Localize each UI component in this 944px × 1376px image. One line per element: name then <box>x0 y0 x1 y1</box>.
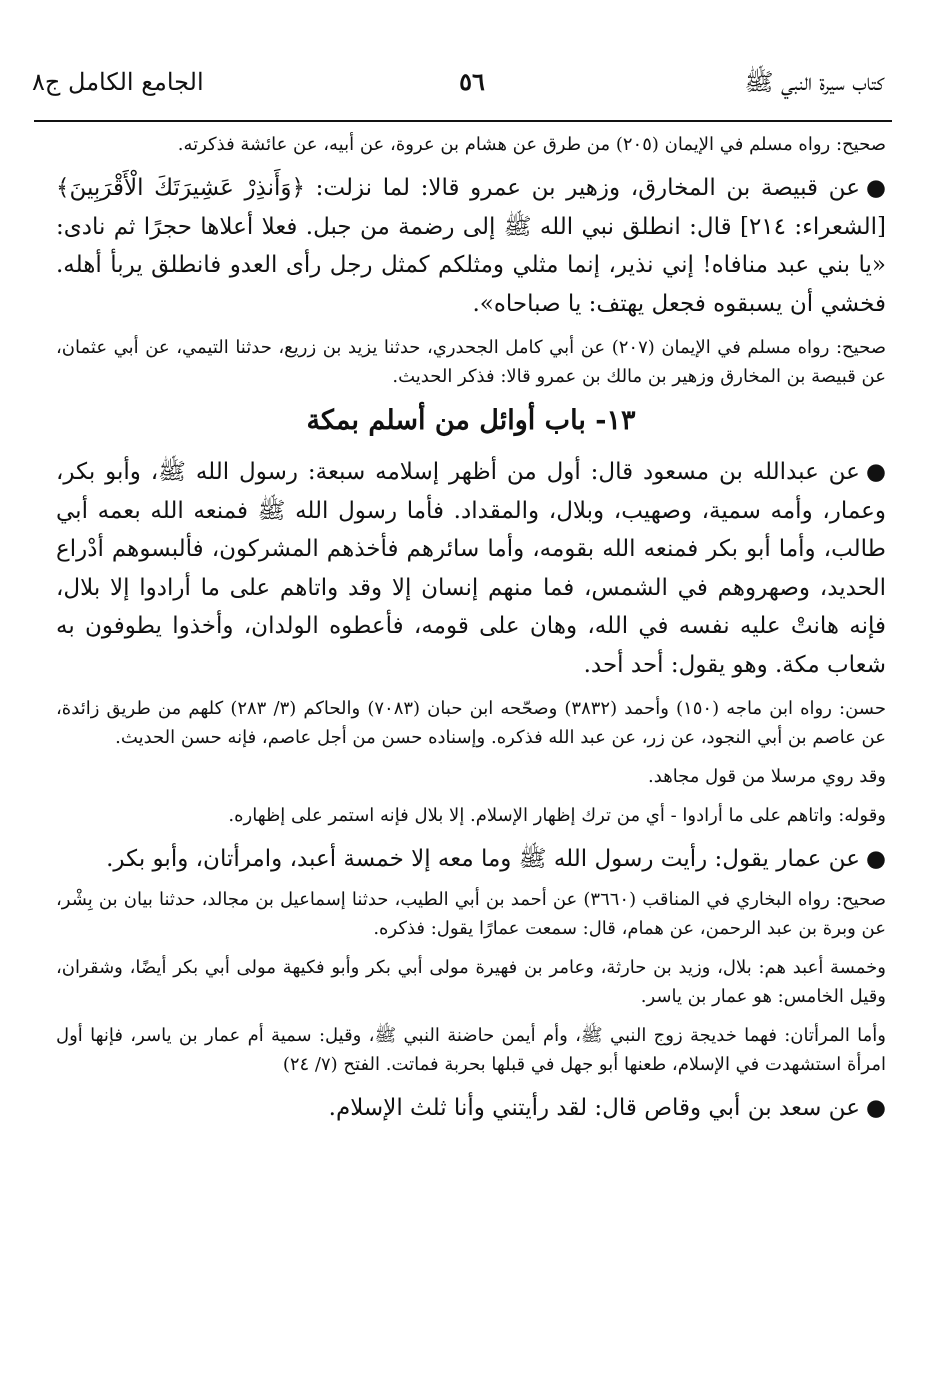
hadith-paragraph <box>56 1089 886 1128</box>
running-header-book-title: كتاب سيرة النبي ﷺ <box>744 68 884 96</box>
hadith-grading-note: صحيح: رواه مسلم في الإيمان (٢٠٧) عن أبي كامل الجحدري، حدثنا يزيد بن زريع، حدثنا التيمي، عن أبي عثمان، عن قبيصة بن المخارق وزهير بن مالك بن عمرو قالا: فذكر الحديث. <box>56 337 886 387</box>
header-rule <box>34 120 892 122</box>
running-header-volume: الجامع الكامل ج٨ <box>32 68 204 96</box>
hadith-text: عن قبيصة بن المخارق، وزهير بن عمرو قالا: لما نزلت: ﴿وَأَنذِرْ عَشِيرَتَكَ الْأَقْرَبِينَ﴾ [الشعراء: ٢١٤] قال: انطلق نبي الله ﷺ إلى رضمة من جبل. فعلا أعلاها حجرًا ثم نادى: «يا بني عبد منافاه! إني نذير، إنما مثلي ومثلكم كمثل رجل رأى العدو فانطلق يربأ أهله. فخشي أن يسبقوه فجعل يهتف: يا صباحاه». <box>56 175 887 317</box>
commentary-note: وقوله: واتاهم على ما أرادوا - أي من ترك إظهار الإسلام. إلا بلال فإنه استمر على إظهاره. <box>228 805 886 826</box>
hadith-paragraph <box>56 840 886 879</box>
bullet-icon: ● <box>865 175 886 201</box>
bullet-icon: ● <box>865 459 886 485</box>
commentary-note: وقد روي مرسلا من قول مجاهد. <box>648 766 886 787</box>
hadith-grading-note: حسن: رواه ابن ماجه (١٥٠) وأحمد (٣٨٣٢) وصحّحه ابن حبان (٧٠٨٣) والحاكم (٣/ ٢٨٣) كلهم من طريق زائدة، عن عاصم بن أبي النجود، عن زر، عن عبد الله فذكره. وإسناده حسن من أجل عاصم، فإنه حسن الحديث. <box>56 698 886 748</box>
bullet-icon: ● <box>865 846 886 872</box>
hadith-paragraph <box>56 169 886 323</box>
commentary-note: وأما المرأتان: فهما خديجة زوج النبي ﷺ، وأم أيمن حاضنة النبي ﷺ، وقيل: سمية أم عمار بن ياسر، فإنها أول امرأة استشهدت في الإسلام، طعنها أبو جهل في قبلها بحربة فماتت. الفتح (٧/ ٢٤) <box>56 1024 886 1075</box>
page-body <box>56 130 886 1133</box>
hadith-paragraph <box>56 453 886 684</box>
chapter-heading: ١٣- باب أوائل من أسلم بمكة <box>306 405 636 436</box>
bullet-icon: ● <box>865 1094 886 1121</box>
hadith-text: عن سعد بن أبي وقاص قال: لقد رأيتني وأنا ثلث الإسلام. <box>328 1094 860 1121</box>
commentary-note: وخمسة أعبد هم: بلال، وزيد بن حارثة، وعامر بن فهيرة مولى أبي بكر وأبو فكيهة مولى أبي بكر أيضًا، وشقران، وقيل الخامس: هو عمار بن ياسر. <box>56 956 886 1007</box>
page-number: ٥٦ <box>459 67 485 96</box>
hadith-text: عن عبدالله بن مسعود قال: أول من أظهر إسلامه سبعة: رسول الله ﷺ، وأبو بكر، وعمار، وأمه سمية، وصهيب، وبلال، والمقداد. فأما رسول الله ﷺ فمنعه الله بعمه أبي طالب، وأما أبو بكر فمنعه الله بقومه، وأما سائرهم فأخذهم المشركون، فألبسوهم أدْراع الحديد، وصهروهم في الشمس، فما منهم إنسان إلا وقد واتاهم على ما أرادوا إلا بلال، فإنه هانتْ عليه نفسه في الله، وهان على قومه، فأعطوه الولدان، وأخذوا يطوفون به شعاب مكة. وهو يقول: أحد أحد. <box>56 459 886 678</box>
hadith-grading-note: صحيح: رواه مسلم في الإيمان (٢٠٥) من طرق عن هشام بن عروة، عن أبيه، عن عائشة فذكرته. <box>177 134 886 155</box>
hadith-text: عن عمار يقول: رأيت رسول الله ﷺ وما معه إلا خمسة أعبد، وامرأتان، وأبو بكر. <box>106 846 860 872</box>
hadith-grading-note: صحيح: رواه البخاري في المناقب (٣٦٦٠) عن أحمد بن أبي الطيب، حدثنا إسماعيل بن مجالد، حدثنا بيان بن بِشْر، عن وبرة بن عبد الرحمن، عن همام، قال: سمعت عمارًا يقول: فذكره. <box>56 888 886 939</box>
